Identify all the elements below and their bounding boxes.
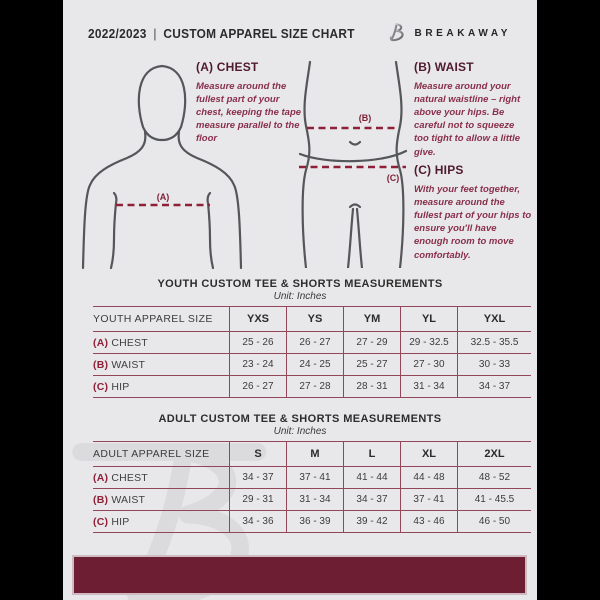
hips-guide-heading: (C) HIPS — [414, 163, 464, 177]
youth-waist-key: (B) — [93, 358, 109, 371]
table-cell: 24 - 25 — [287, 354, 344, 376]
adult-waist-row — [93, 489, 531, 511]
letterbox-right — [537, 0, 600, 600]
letterbox-left — [0, 0, 63, 600]
youth-col-ym: YM — [344, 307, 401, 332]
hips-guide-text: With your feet together, measure around the fullest part of your hips to ensure you'll have enough room to move comfortably. — [414, 184, 532, 261]
document-header — [88, 18, 511, 49]
youth-chest-key: (A) — [93, 336, 109, 349]
adult-waist-label — [93, 489, 230, 511]
adult-chest-row — [93, 467, 531, 489]
youth-chest-label — [93, 332, 230, 354]
adult-table-title: ADULT CUSTOM TEE & SHORTS MEASUREMENTS — [158, 413, 442, 425]
adult-waist-key: (B) — [93, 493, 109, 506]
chest-guide-text: Measure around the fullest part of your chest, keeping the tape measure parallel to the floor — [196, 81, 302, 145]
table-cell: 48 - 52 — [458, 467, 532, 489]
table-cell: 39 - 42 — [344, 511, 401, 533]
youth-hip-row — [93, 376, 531, 398]
table-cell: 37 - 41 — [401, 489, 458, 511]
lower-body-figure-icon — [293, 60, 413, 273]
table-cell: 31 - 34 — [287, 489, 344, 511]
adult-hip-text: HIP — [111, 515, 130, 528]
table-cell: 41 - 44 — [344, 467, 401, 489]
youth-table-unit: Unit: Inches — [273, 291, 327, 302]
waist-marker-label: (B) — [358, 113, 372, 123]
youth-waist-label — [93, 354, 230, 376]
table-cell: 26 - 27 — [287, 332, 344, 354]
table-cell: 28 - 31 — [344, 376, 401, 398]
youth-col-ys: YS — [287, 307, 344, 332]
adult-hip-row — [93, 511, 531, 533]
table-cell: 23 - 24 — [230, 354, 287, 376]
adult-table-unit: Unit: Inches — [273, 426, 327, 437]
table-cell: 46 - 50 — [458, 511, 532, 533]
waist-guide-heading: (B) WAIST — [414, 60, 474, 74]
adult-chest-text: CHEST — [111, 471, 148, 484]
adult-col-xl: XL — [401, 442, 458, 467]
table-cell: 41 - 45.5 — [458, 489, 532, 511]
waist-guide-text: Measure around your natural waistline – right above your hips. Be careful not to squeeze too tight to allow a little give. — [414, 81, 521, 158]
adult-waist-text: WAIST — [111, 493, 146, 506]
page-title — [88, 27, 355, 41]
table-cell: 27 - 29 — [344, 332, 401, 354]
size-chart-document — [63, 0, 537, 600]
youth-hip-label — [93, 376, 230, 398]
youth-header-row — [93, 307, 531, 332]
youth-size-column-header: YOUTH APPAREL SIZE — [93, 307, 230, 332]
adult-col-m: M — [287, 442, 344, 467]
table-cell: 29 - 32.5 — [401, 332, 458, 354]
youth-waist-text: WAIST — [111, 358, 146, 371]
adult-hip-key: (C) — [93, 515, 109, 528]
youth-col-yxl: YXL — [458, 307, 532, 332]
adult-chest-key: (A) — [93, 471, 109, 484]
table-cell: 27 - 28 — [287, 376, 344, 398]
adult-size-column-header: ADULT APPAREL SIZE — [93, 442, 230, 467]
chest-guide — [196, 60, 302, 146]
breakaway-logo-icon — [383, 18, 410, 49]
table-cell: 44 - 48 — [401, 467, 458, 489]
table-cell: 34 - 37 — [230, 467, 287, 489]
youth-size-table — [93, 306, 531, 398]
title-text: CUSTOM APPAREL SIZE CHART — [163, 26, 355, 41]
youth-chest-row — [93, 332, 531, 354]
youth-waist-row — [93, 354, 531, 376]
table-cell: 34 - 37 — [344, 489, 401, 511]
table-cell: 31 - 34 — [401, 376, 458, 398]
youth-hip-key: (C) — [93, 380, 109, 393]
table-cell: 34 - 36 — [230, 511, 287, 533]
footer-bar — [72, 555, 527, 595]
adult-hip-label — [93, 511, 230, 533]
chest-guide-heading: (A) CHEST — [196, 60, 259, 74]
adult-header-row — [93, 442, 531, 467]
youth-chest-text: CHEST — [111, 336, 148, 349]
adult-col-2xl: 2XL — [458, 442, 532, 467]
table-cell: 27 - 30 — [401, 354, 458, 376]
table-cell: 26 - 27 — [230, 376, 287, 398]
table-cell: 29 - 31 — [230, 489, 287, 511]
table-cell: 25 - 26 — [230, 332, 287, 354]
table-cell: 43 - 46 — [401, 511, 458, 533]
table-cell: 25 - 27 — [344, 354, 401, 376]
chest-marker-label: (A) — [156, 192, 170, 202]
title-divider: | — [153, 26, 157, 41]
brand-name: BREAKAWAY — [414, 28, 511, 39]
hips-guide — [414, 163, 532, 262]
waist-guide — [414, 60, 528, 159]
hips-marker-label: (C) — [386, 173, 400, 183]
youth-col-yxs: YXS — [230, 307, 287, 332]
edition-label: 2022/2023 — [88, 26, 147, 41]
table-cell: 30 - 33 — [458, 354, 532, 376]
table-cell: 34 - 37 — [458, 376, 532, 398]
adult-chest-label — [93, 467, 230, 489]
adult-col-l: L — [344, 442, 401, 467]
adult-col-s: S — [230, 442, 287, 467]
youth-col-yl: YL — [401, 307, 458, 332]
youth-table-title: YOUTH CUSTOM TEE & SHORTS MEASUREMENTS — [157, 278, 443, 290]
table-cell: 32.5 - 35.5 — [458, 332, 532, 354]
table-cell: 37 - 41 — [287, 467, 344, 489]
brand-lockup — [383, 18, 512, 49]
adult-size-table — [93, 441, 531, 533]
table-cell: 36 - 39 — [287, 511, 344, 533]
youth-hip-text: HIP — [111, 380, 130, 393]
